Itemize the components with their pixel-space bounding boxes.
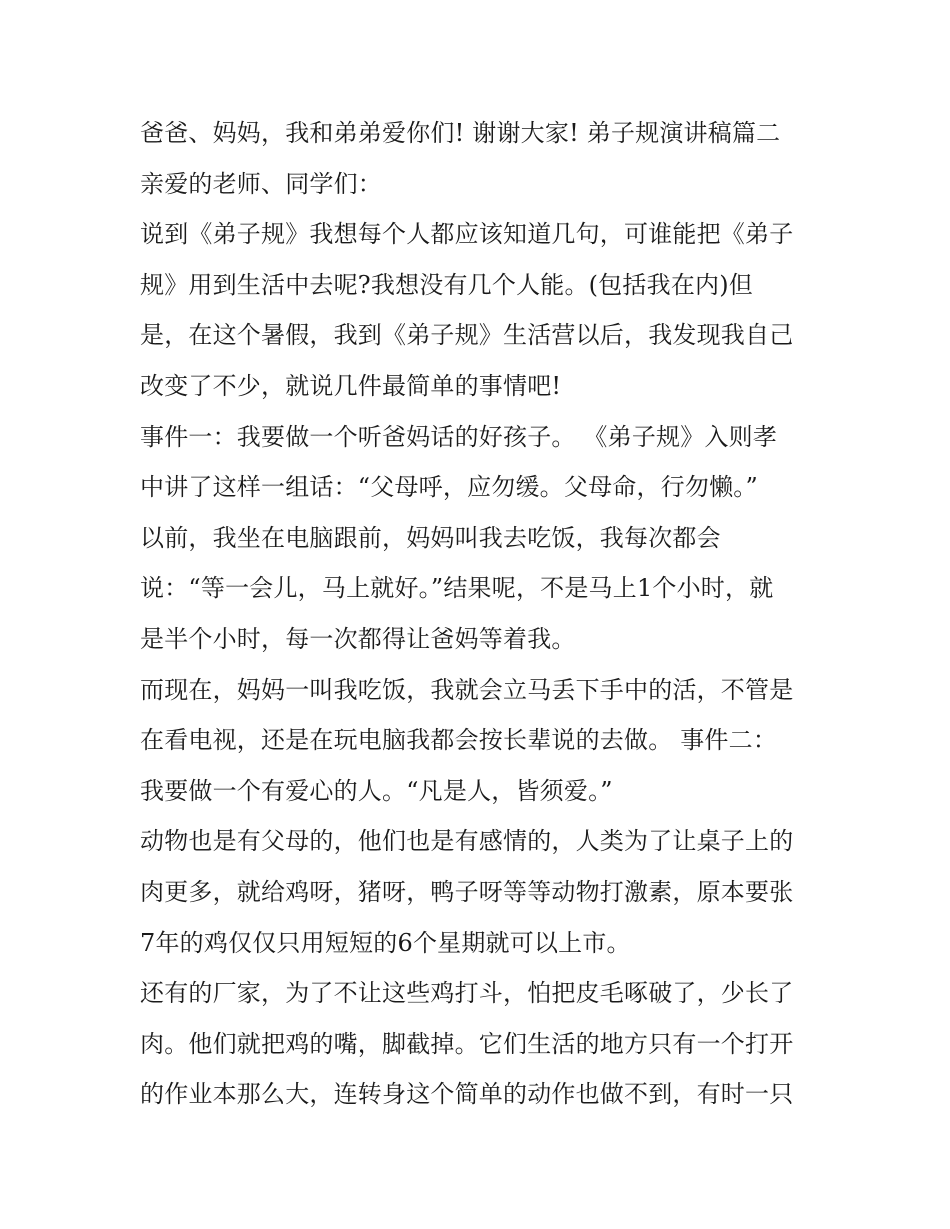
text-line: 爸爸、妈妈，我和弟弟爱你们! 谢谢大家! 弟子规演讲稿篇二: [140, 119, 781, 147]
text-line: 的作业本那么大，连转身这个简单的动作也做不到，有时一只: [140, 1080, 794, 1109]
text-line: 动物也是有父母的，他们也是有感情的，人类为了让桌子上的: [140, 827, 794, 856]
text-line: 中讲了这样一组话：“父母呼，应勿缓。父母命，行勿懒。”: [140, 473, 758, 502]
document-body: [140, 108, 830, 1120]
text-line: 以前，我坐在电脑跟前，妈妈叫我去吃饭，我每次都会: [140, 523, 721, 552]
text-line: 说到《弟子规》我想每个人都应该知道几句，可谁能把《弟子: [140, 220, 794, 249]
text-line: 7年的鸡仅仅只用短短的6个星期就可以上市。: [140, 928, 631, 957]
text-line: 说：“等一会儿，马上就好。”结果呢，不是马上1个小时，就: [140, 574, 774, 603]
text-line: 规》用到生活中去呢?我想没有几个人能。(包括我在内)但: [140, 270, 753, 299]
text-line: 肉更多，就给鸡呀，猪呀，鸭子呀等等动物打激素，原本要张: [140, 877, 794, 906]
text-line: 在看电视，还是在玩电脑我都会按长辈说的去做。 事件二：: [140, 726, 778, 755]
text-line: 还有的厂家，为了不让这些鸡打斗，怕把皮毛啄破了，少长了: [140, 979, 794, 1008]
text-line: 肉。他们就把鸡的嘴，脚截掉。它们生活的地方只有一个打开: [140, 1029, 794, 1058]
text-line: 我要做一个有爱心的人。“凡是人，皆须爱。”: [140, 776, 613, 805]
text-line: 是，在这个暑假，我到《弟子规》生活营以后，我发现我自己: [140, 321, 794, 350]
text-line: 事件一：我要做一个听爸妈话的好孩子。 《弟子规》入则孝: [140, 422, 778, 451]
text-line: 是半个小时，每一次都得让爸妈等着我。: [140, 624, 576, 653]
text-line: 而现在，妈妈一叫我吃饭，我就会立马丢下手中的活，不管是: [140, 675, 794, 704]
text-line: 亲爱的老师、同学们：: [140, 169, 382, 198]
text-line: 改变了不少，就说几件最简单的事情吧!: [140, 371, 562, 400]
